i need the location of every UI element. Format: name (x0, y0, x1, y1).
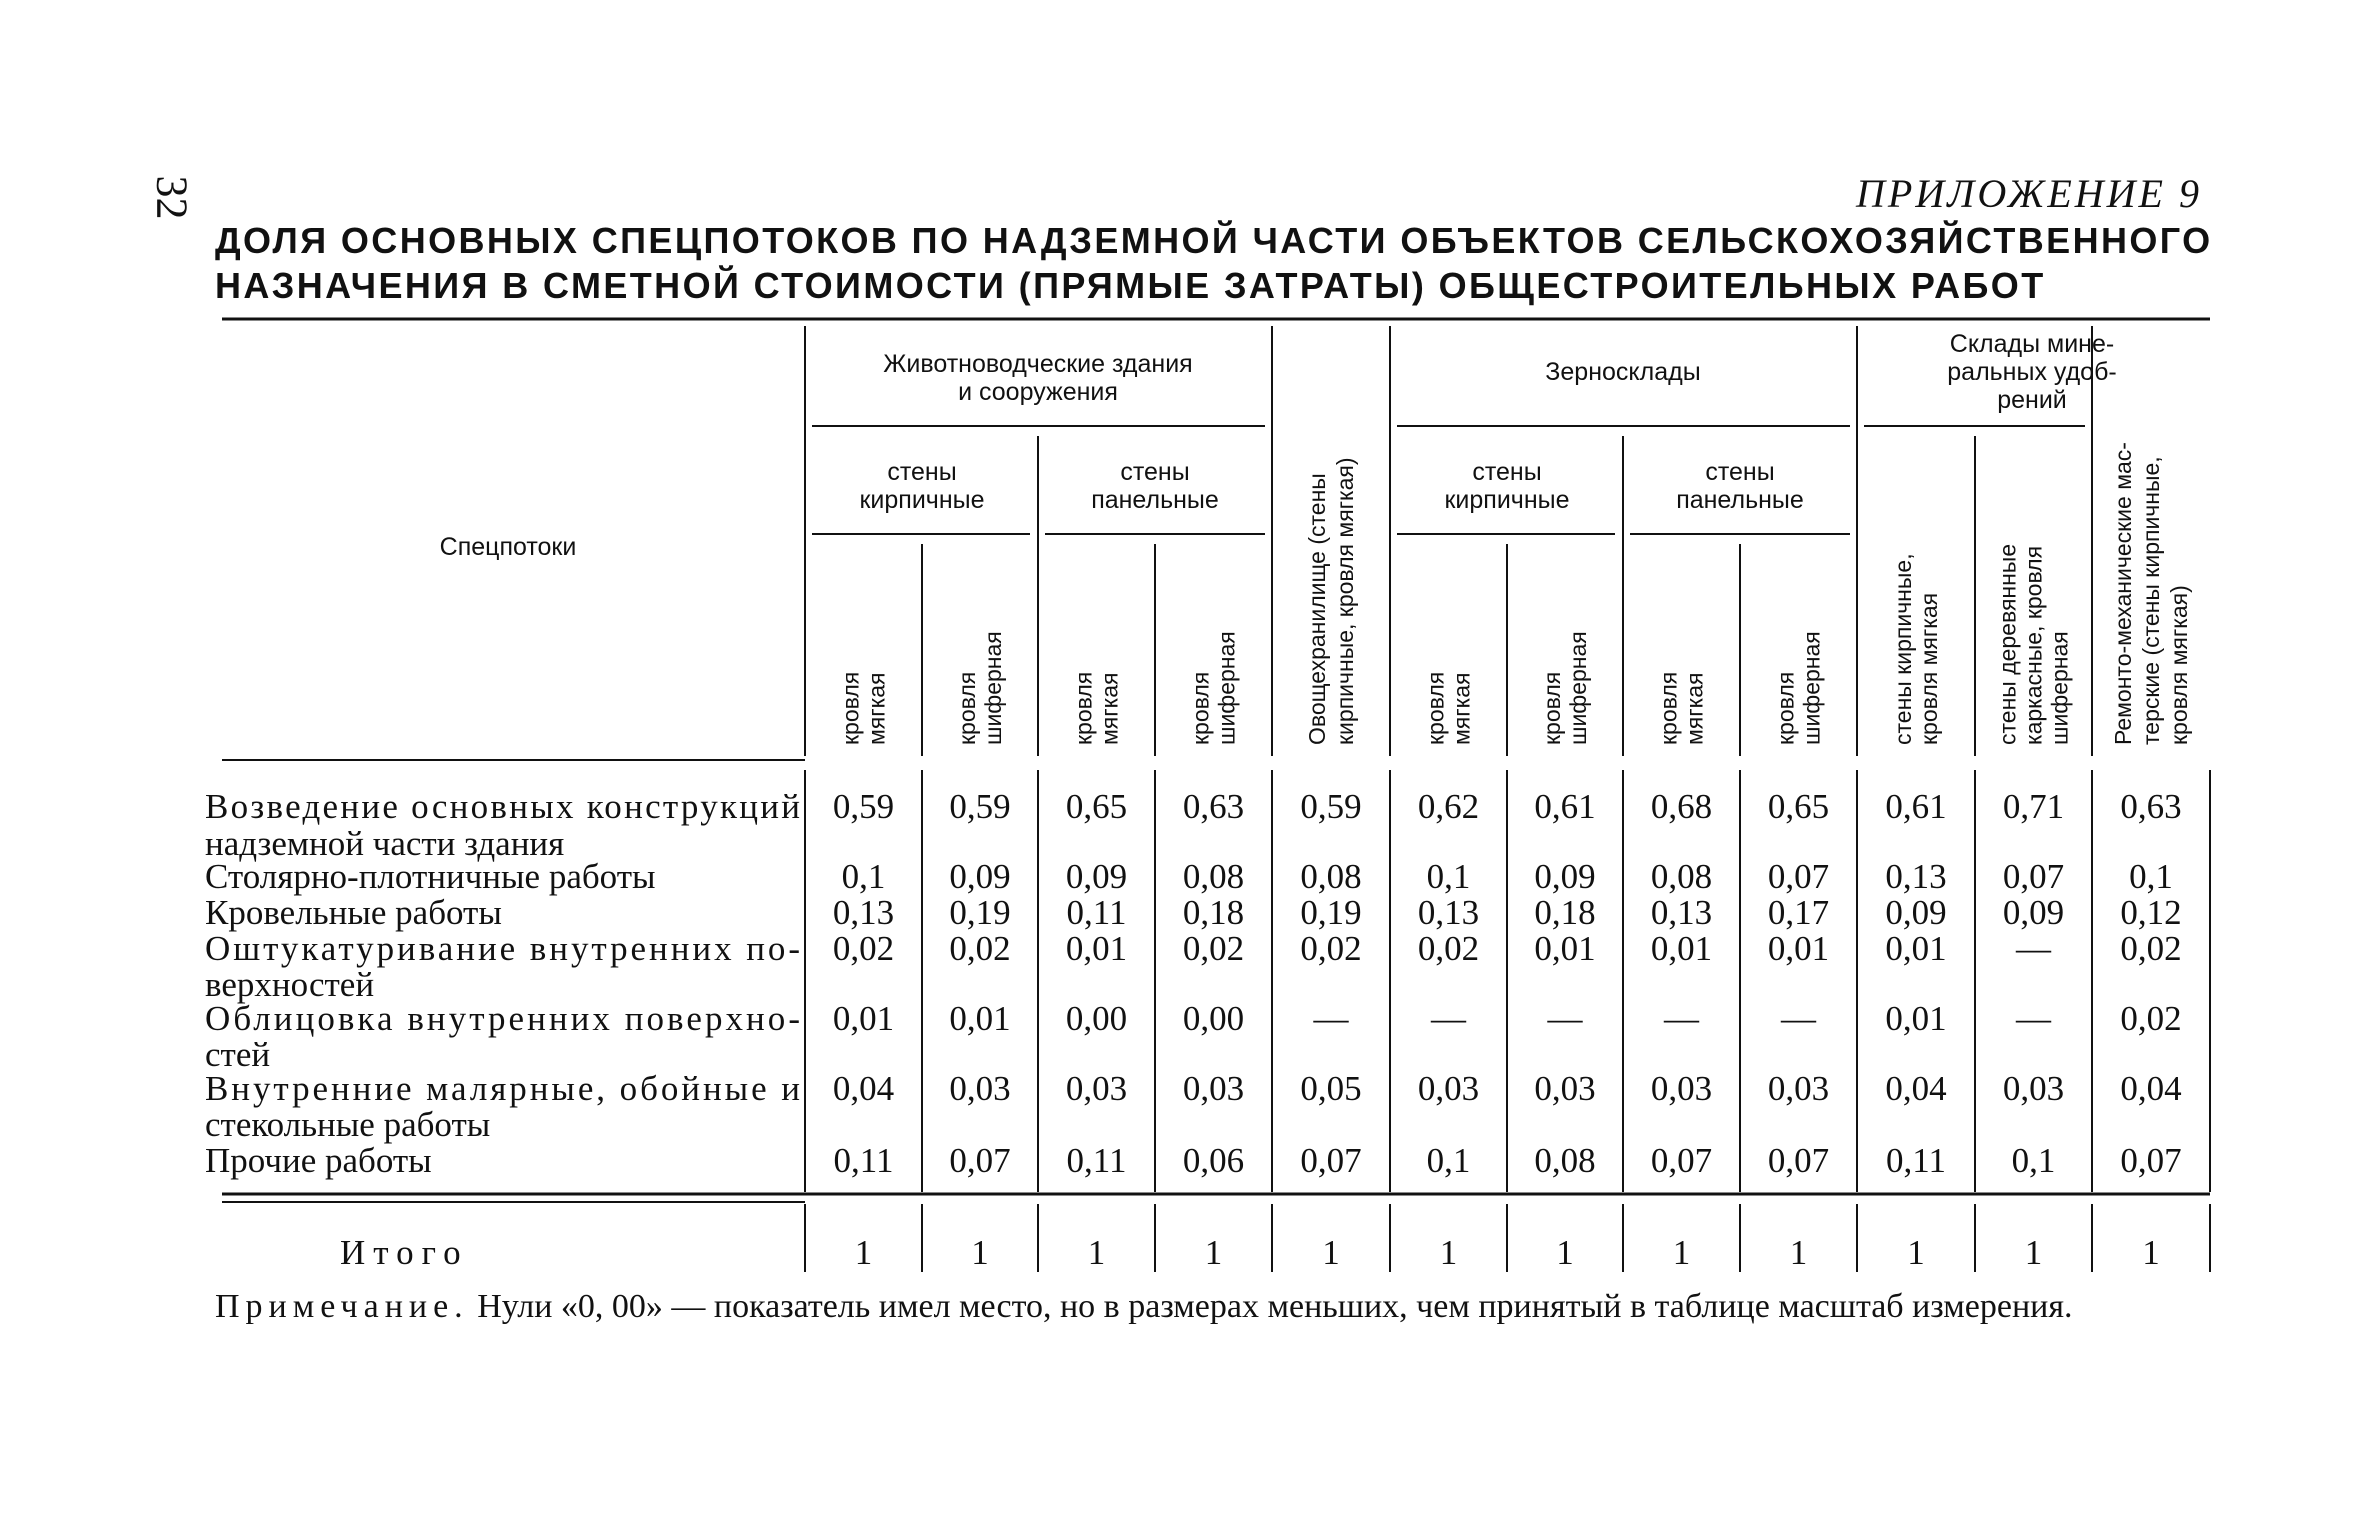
header-roof-soft-line: кровля (1422, 671, 1449, 745)
header-roof-slate-line: шиферная (1213, 631, 1240, 745)
total-cell: 1 (1789, 1233, 1808, 1272)
table-cell: 0,11 (1066, 893, 1127, 932)
header-livestock-line: и сооружения (958, 378, 1118, 406)
table-cell: 0,12 (2120, 893, 2182, 932)
header-fert-walls-brick-line: кровля мягкая (1916, 592, 1942, 745)
total-cell: 1 (1322, 1233, 1340, 1272)
table-cell: 0,02 (832, 929, 895, 968)
table-cell: 0,07 (949, 1141, 1011, 1180)
total-cell: 1 (1556, 1233, 1574, 1272)
table-cell: 0,59 (949, 787, 1011, 826)
table-cell: 0,1 (1426, 857, 1471, 896)
header-fert-walls-brick (1890, 553, 1942, 745)
header-roof-slate-line: кровля (1539, 671, 1565, 745)
table-cell: — (1431, 999, 1466, 1038)
header-granary-line: Зерносклады (1545, 358, 1701, 386)
header-livestock-walls-panel-line: стены (1120, 458, 1190, 486)
table-cell: 0,00 (1065, 999, 1128, 1038)
table-cell: 0,03 (2002, 1069, 2065, 1108)
table-cell: 0,03 (1182, 1069, 1245, 1108)
header-livestock-walls-brick (859, 458, 984, 514)
header-roof-slate (1539, 631, 1591, 745)
header-fert-walls-wood-line: шиферная (2046, 631, 2073, 745)
table-cell: — (1313, 999, 1349, 1038)
header-roof-soft-line: мягкая (1681, 672, 1708, 745)
table-cell: 0,01 (1885, 929, 1947, 968)
header-fert-storage-line: рений (1997, 386, 2067, 414)
row-label: стей (205, 1035, 271, 1074)
table-cell: 0,09 (1065, 857, 1128, 896)
table-cell: 0,07 (2120, 1141, 2182, 1180)
header-roof-slate-line: шиферная (980, 631, 1006, 745)
table-cell: 0,07 (1300, 1141, 1362, 1180)
table-cell: 0,00 (1182, 999, 1245, 1038)
table-cell: 0,18 (1182, 893, 1245, 932)
table-row (205, 893, 2182, 932)
table-cell: 0,01 (949, 999, 1011, 1038)
table-cell: 0,09 (2002, 893, 2065, 932)
row-label: верхностей (205, 965, 375, 1004)
header-fert-walls-brick-line: стены кирпичные, (1890, 553, 1916, 745)
table-cell: 0,03 (1065, 1069, 1128, 1108)
table-cell: 0,13 (832, 893, 895, 932)
header-repair-shops-line: Ремонто-механические мас- (2110, 442, 2136, 745)
table-cell: 0,68 (1650, 787, 1713, 826)
header-repair-shops (2110, 442, 2192, 745)
total-cell: 1 (1907, 1233, 1925, 1272)
table-cell: 0,13 (1885, 857, 1947, 896)
header-roof-soft-line: кровля (1655, 671, 1682, 745)
header-granary-walls-brick-line: кирпичные (1444, 486, 1570, 514)
table-cell: 0,07 (1767, 857, 1830, 896)
row-label: Кровельные работы (205, 893, 502, 932)
table-cell: 0,02 (2120, 929, 2182, 968)
header-livestock-walls-panel (1091, 458, 1219, 514)
header-roof-slate (1188, 631, 1240, 745)
table-cell: 0,62 (1417, 787, 1480, 826)
table-row (205, 1069, 2182, 1144)
table-cell: 0,18 (1534, 893, 1596, 932)
table-cell: 0,71 (2002, 787, 2065, 826)
table-cell: — (2016, 999, 2051, 1038)
table-row (205, 787, 2182, 863)
table-cell: 0,07 (1650, 1141, 1713, 1180)
table-cell: 0,59 (832, 787, 895, 826)
header-fert-walls-wood-line: стены деревянные (1994, 543, 2021, 745)
header-roof-soft (1071, 672, 1123, 745)
table-cell: 0,02 (949, 929, 1011, 968)
table-cell: 0,02 (1182, 929, 1245, 968)
total-cell: 1 (1204, 1233, 1223, 1272)
table-cell: 0,19 (949, 893, 1011, 932)
table-cell: 0,11 (833, 1141, 894, 1180)
header-roof-soft-line: мягкая (863, 672, 890, 745)
header-roof-slate-line: кровля (954, 671, 980, 745)
table-cell: 0,02 (2120, 999, 2182, 1038)
header-repair-shops-line: терские (стены кирпичные, (2138, 456, 2164, 745)
header-repair-shops-line: кровля мягкая) (2166, 585, 2192, 745)
table-row (205, 999, 2182, 1074)
header-roof-soft (1423, 672, 1475, 745)
total-cell: 1 (2024, 1233, 2043, 1272)
row-label: Оштукатуривание внутренних по- (205, 929, 800, 968)
row-label: Возведение основных конструкций (205, 787, 800, 826)
header-roof-soft-line: кровля (1070, 671, 1097, 745)
header-roof-soft (1656, 672, 1708, 745)
header-livestock-line: Животноводческие здания (883, 350, 1193, 378)
header-roof-slate-line: шиферная (1798, 631, 1825, 745)
header-roof-slate (1773, 631, 1825, 745)
header-granary-walls-brick-line: стены (1472, 458, 1542, 486)
table-cell: 0,08 (1534, 1141, 1596, 1180)
total-cell: 1 (971, 1233, 989, 1272)
table-cell: 0,61 (1885, 787, 1947, 826)
table-cell: 0,03 (1417, 1069, 1480, 1108)
table-cell: 0,61 (1534, 787, 1596, 826)
header-roof-slate-line: шиферная (1565, 631, 1591, 745)
table-row (205, 1141, 2182, 1180)
header-fert-storage-line: ральных удоб- (1947, 358, 2117, 386)
header-veg-store-line: кирпичные, кровля мягкая) (1332, 457, 1358, 745)
header-granary-walls-brick (1444, 458, 1569, 514)
header-granary-walls-panel-line: панельные (1676, 486, 1804, 514)
table-cell: 0,01 (1767, 929, 1830, 968)
total-label: Итого (340, 1233, 469, 1272)
header-roof-soft-line: мягкая (1448, 672, 1475, 745)
row-label: Облицовка внутренних поверхно- (205, 999, 800, 1038)
header-granary-walls-panel (1676, 458, 1804, 514)
table-cell: — (2016, 929, 2051, 968)
table-cell: 0,02 (1417, 929, 1480, 968)
table-cell: 0,65 (1065, 787, 1128, 826)
table-cell: 0,03 (949, 1069, 1011, 1108)
note-prefix: Примечание. (215, 1288, 469, 1325)
table-cell: 0,08 (1182, 857, 1245, 896)
table-cell: 0,08 (1650, 857, 1713, 896)
total-row (340, 1233, 2160, 1272)
row-label: стекольные работы (205, 1105, 491, 1144)
header-roof-soft-line: мягкая (1096, 672, 1123, 745)
table-cell: 0,03 (1767, 1069, 1830, 1108)
table-cell: 0,09 (1885, 893, 1947, 932)
table-title-line-1: ДОЛЯ ОСНОВНЫХ СПЕЦПОТОКОВ ПО НАДЗЕМНОЙ ЧАСТИ ОБЪЕКТОВ СЕЛЬСКОХОЗЯЙСТВЕННОГО (215, 220, 2213, 261)
header-roof-soft (838, 672, 890, 745)
table-cell: 0,1 (2129, 857, 2173, 896)
header-roof-soft-line: кровля (837, 671, 864, 745)
header-roof-slate-line: кровля (1772, 671, 1799, 745)
header-spec-label-line: Спецпотоки (439, 533, 577, 561)
table-row (205, 929, 2182, 1004)
header-granary (1545, 358, 1700, 386)
header-livestock-walls-panel-line: панельные (1091, 486, 1219, 514)
table-cell: 0,01 (1885, 999, 1947, 1038)
table-cell: 0,1 (841, 857, 886, 896)
table-cell: 0,63 (2120, 787, 2182, 826)
table-cell: — (1781, 999, 1816, 1038)
table-cell: 0,09 (1534, 857, 1596, 896)
table-cell: — (1664, 999, 1699, 1038)
table-cell: 0,01 (1065, 929, 1128, 968)
table-cell: 0,1 (2011, 1141, 2056, 1180)
table-note (215, 1285, 2195, 1329)
header-veg-store (1304, 457, 1358, 745)
row-label: Столярно-плотничные работы (205, 857, 656, 896)
table-cell: 0,01 (1650, 929, 1713, 968)
header-fert-walls-wood-line: каркасные, кровля (2020, 545, 2047, 745)
header-livestock (883, 350, 1192, 406)
table-cell: — (1547, 999, 1583, 1038)
table-cell: 0,13 (1417, 893, 1480, 932)
header-veg-store-line: Овощехранилище (стены (1304, 473, 1330, 745)
header-fert-walls-wood (1995, 544, 2073, 745)
row-label: надземной части здания (205, 824, 565, 863)
table-row (205, 857, 2173, 896)
table-cell: 0,07 (1767, 1141, 1830, 1180)
table-cell: 0,03 (1534, 1069, 1596, 1108)
row-label: Внутренние малярные, обойные и (205, 1069, 800, 1108)
table-cell: 0,19 (1300, 893, 1362, 932)
header-roof-slate (954, 631, 1006, 745)
header-livestock-walls-brick-line: кирпичные (859, 486, 985, 514)
total-cell: 1 (854, 1233, 873, 1272)
note-text: Нули «0, 00» — показатель имел место, но в размерах меньших, чем принятый в таблице масштаб измерения. (477, 1288, 2073, 1325)
total-cell: 1 (2142, 1233, 2160, 1272)
total-cell: 1 (1672, 1233, 1691, 1272)
header-fert-storage-line: Склады мине- (1949, 330, 2115, 358)
table-cell: 0,04 (832, 1069, 895, 1108)
table-cell: 0,1 (1426, 1141, 1471, 1180)
header-granary-walls-panel-line: стены (1705, 458, 1775, 486)
header-roof-slate-line: кровля (1187, 671, 1214, 745)
table-cell: 0,05 (1300, 1069, 1362, 1108)
page-number: 32 (147, 175, 197, 220)
table-cell: 0,63 (1182, 787, 1245, 826)
table-cell: 0,11 (1066, 1141, 1127, 1180)
table-title-line-2: НАЗНАЧЕНИЯ В СМЕТНОЙ СТОИМОСТИ (ПРЯМЫЕ ЗАТРАТЫ) ОБЩЕСТРОИТЕЛЬНЫХ РАБОТ (215, 265, 2046, 306)
table-cell: 0,17 (1767, 893, 1830, 932)
table-cell: 0,03 (1650, 1069, 1713, 1108)
header-livestock-walls-brick-line: стены (887, 458, 957, 486)
table-cell: 0,01 (1534, 929, 1596, 968)
table-cell: 0,65 (1767, 787, 1830, 826)
table-cell: 0,13 (1650, 893, 1713, 932)
total-cell: 1 (1439, 1233, 1458, 1272)
table-cell: 0,59 (1300, 787, 1362, 826)
row-label: Прочие работы (205, 1141, 432, 1180)
table-cell: 0,11 (1886, 1141, 1946, 1180)
table-cell: 0,04 (2120, 1069, 2182, 1108)
table-cell: 0,07 (2002, 857, 2065, 896)
total-cell: 1 (1087, 1233, 1106, 1272)
table-cell: 0,02 (1300, 929, 1362, 968)
appendix-label: ПРИЛОЖЕНИЕ 9 (1856, 171, 2202, 216)
table-cell: 0,04 (1885, 1069, 1947, 1108)
table-cell: 0,01 (832, 999, 895, 1038)
table-cell: 0,06 (1182, 1141, 1245, 1180)
table-cell: 0,09 (949, 857, 1011, 896)
header-spec-label (440, 533, 577, 561)
table-cell: 0,08 (1300, 857, 1362, 896)
